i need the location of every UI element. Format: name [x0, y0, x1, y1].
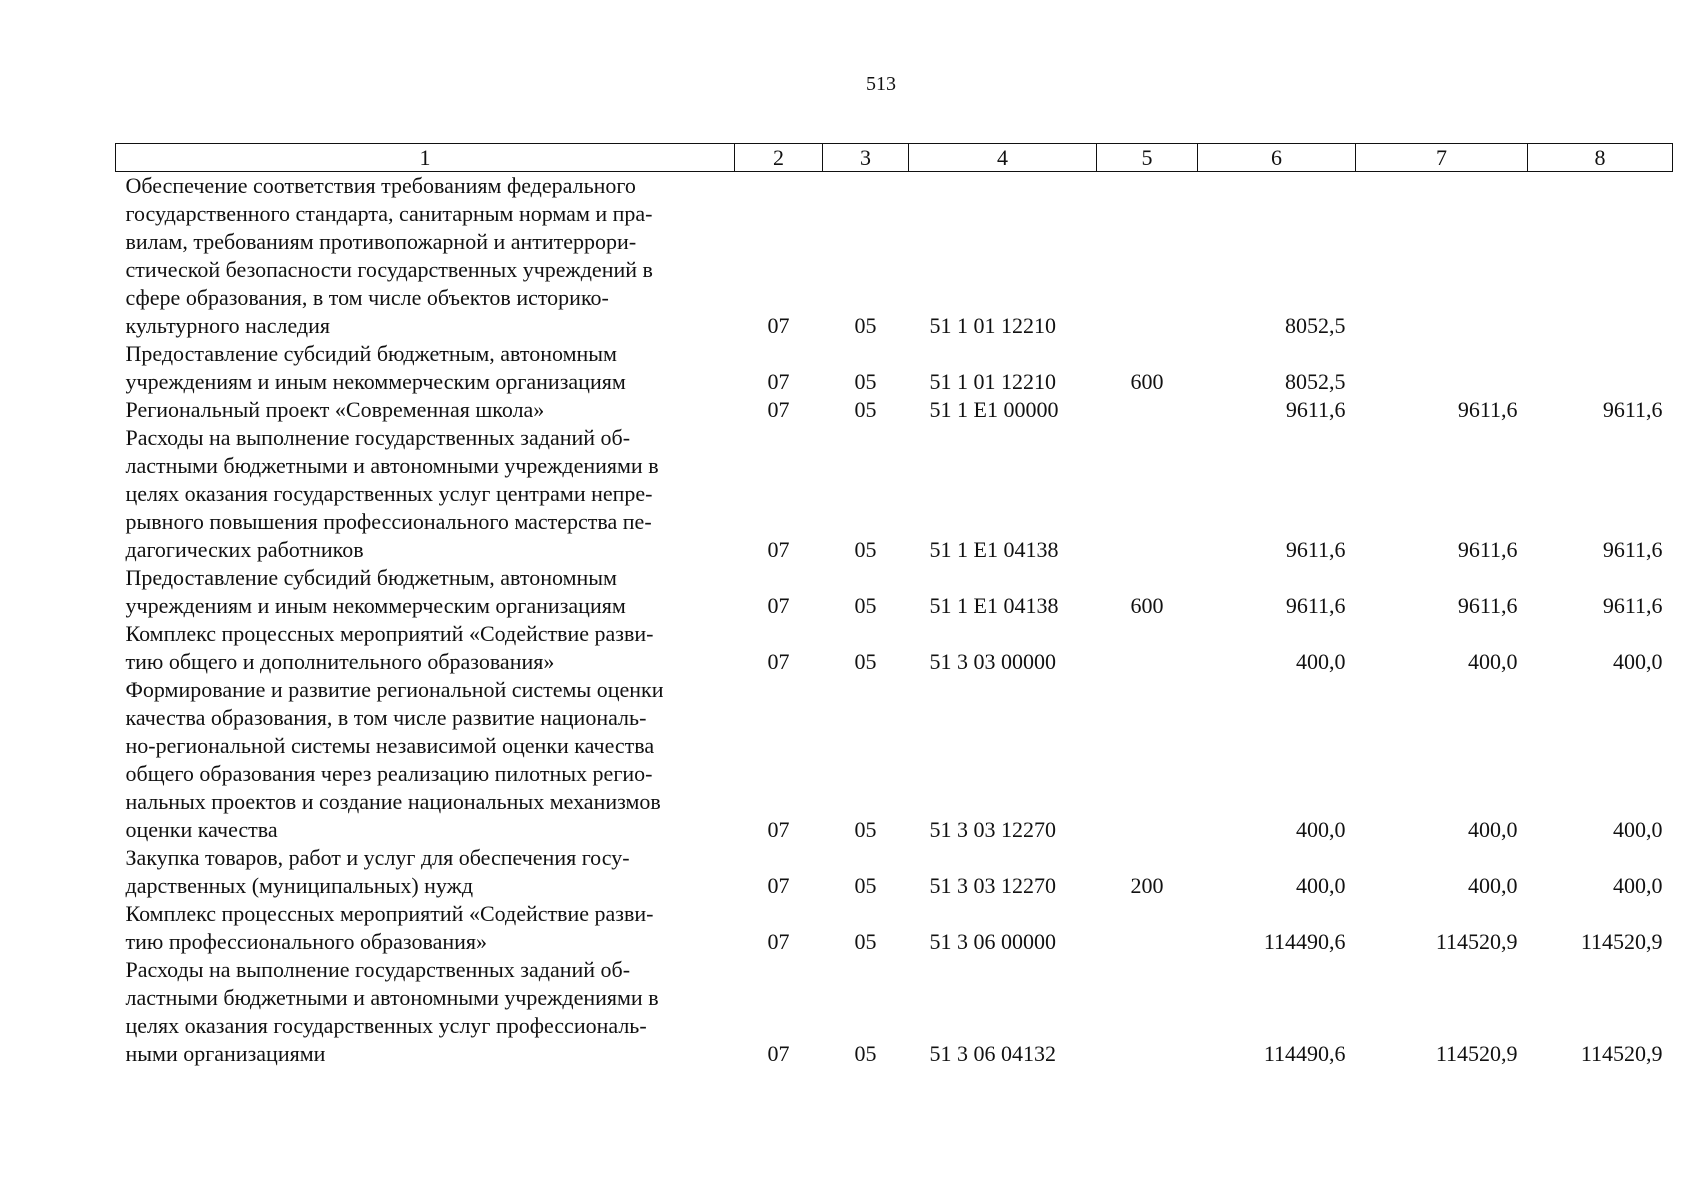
- amount-col-8: [1528, 340, 1673, 396]
- subsection-code: 05: [854, 537, 877, 562]
- row-name-line: дарственных (муниципальных) нужд: [125, 873, 474, 898]
- amount-col-7: 114520,9: [1435, 1041, 1518, 1066]
- column-number-5: 5: [1097, 144, 1198, 172]
- column-number-3: 3: [823, 144, 909, 172]
- amount-col-8: 9611,6: [1602, 593, 1663, 618]
- amount-col-7: 400,0: [1468, 817, 1518, 842]
- expense-type-code: 200: [1130, 873, 1164, 898]
- row-name-line: вилам, требованиям противопожарной и антитеррори-: [125, 229, 637, 254]
- table-row: [116, 956, 1673, 1068]
- amount-col-6: 9611,6: [1285, 397, 1346, 422]
- row-name-line: Расходы на выполнение государственных заданий об-: [125, 957, 631, 982]
- amount-col-8: 400,0: [1613, 873, 1663, 898]
- row-name-line: государственного стандарта, санитарным нормам и пра-: [125, 201, 653, 226]
- row-name-line: оценки качества: [125, 817, 278, 842]
- target-article-code: 51 3 03 12270: [929, 817, 1056, 842]
- row-name-line: рывного повышения профессионального мастерства пе-: [125, 509, 652, 534]
- row-name-line: целях оказания государственных услуг профессиональ-: [125, 1013, 647, 1038]
- expense-type-code: [1097, 172, 1198, 341]
- row-name: [116, 424, 735, 564]
- section-code: 07: [767, 369, 790, 394]
- subsection-code: 05: [854, 873, 877, 898]
- row-name: [116, 676, 735, 844]
- row-name-line: качества образования, в том числе развитие националь-: [125, 705, 647, 730]
- row-name-line: Обеспечение соответствия требованиям федерального: [125, 173, 636, 198]
- amount-col-8: 400,0: [1613, 817, 1663, 842]
- target-article-code: 51 1 E1 04138: [929, 593, 1059, 618]
- table-row: [116, 676, 1673, 844]
- row-name-line: ными организациями: [125, 1041, 326, 1066]
- row-name-line: Предоставление субсидий бюджетным, автономным: [125, 565, 617, 590]
- target-article-code: 51 3 06 04132: [929, 1041, 1056, 1066]
- subsection-code: 05: [854, 1041, 877, 1066]
- table-body: [116, 172, 1673, 1069]
- amount-col-6: 400,0: [1296, 649, 1346, 674]
- section-code: 07: [767, 1041, 790, 1066]
- column-number-row: [116, 144, 1673, 172]
- row-name-line: целях оказания государственных услуг центрами непре-: [125, 481, 653, 506]
- row-name-line: ластными бюджетными и автономными учреждениями в: [125, 985, 659, 1010]
- row-name-line: нальных проектов и создание национальных механизмов: [125, 789, 661, 814]
- amount-col-7: 400,0: [1468, 649, 1518, 674]
- expense-type-code: [1097, 956, 1198, 1068]
- amount-col-7: 400,0: [1468, 873, 1518, 898]
- subsection-code: 05: [854, 649, 877, 674]
- row-name-line: Комплекс процессных мероприятий «Содействие разви-: [125, 901, 654, 926]
- row-name-line: культурного наследия: [125, 313, 330, 338]
- amount-col-7: [1356, 172, 1528, 341]
- target-article-code: 51 3 03 12270: [929, 873, 1056, 898]
- subsection-code: 05: [854, 817, 877, 842]
- row-name-line: дагогических работников: [125, 537, 364, 562]
- amount-col-7: 9611,6: [1457, 537, 1518, 562]
- row-name-line: Комплекс процессных мероприятий «Содействие разви-: [125, 621, 654, 646]
- section-code: 07: [767, 817, 790, 842]
- subsection-code: 05: [854, 593, 877, 618]
- column-number-8: 8: [1528, 144, 1673, 172]
- target-article-code: 51 1 E1 00000: [929, 397, 1059, 422]
- row-name-line: Предоставление субсидий бюджетным, автономным: [125, 341, 617, 366]
- amount-col-7: [1356, 340, 1528, 396]
- amount-col-6: 9611,6: [1285, 537, 1346, 562]
- row-name-line: Формирование и развитие региональной системы оценки: [125, 677, 664, 702]
- section-code: 07: [767, 313, 790, 338]
- page-number: 513: [866, 73, 896, 95]
- section-code: 07: [767, 873, 790, 898]
- row-name-line: учреждениям и иным некоммерческим организациям: [125, 593, 626, 618]
- table-row: [116, 172, 1673, 341]
- column-number-4: 4: [909, 144, 1097, 172]
- amount-col-8: [1528, 172, 1673, 341]
- table-row: [116, 844, 1673, 900]
- row-name: [116, 396, 735, 424]
- row-name-line: но-региональной системы независимой оценки качества: [125, 733, 655, 758]
- row-name-line: сфере образования, в том числе объектов историко-: [125, 285, 609, 310]
- row-name-line: Расходы на выполнение государственных заданий об-: [125, 425, 631, 450]
- amount-col-7: 9611,6: [1457, 593, 1518, 618]
- target-article-code: 51 3 03 00000: [929, 649, 1056, 674]
- amount-col-6: 8052,5: [1285, 313, 1346, 338]
- row-name-line: учреждениям и иным некоммерческим организациям: [125, 369, 626, 394]
- row-name-line: ластными бюджетными и автономными учреждениями в: [125, 453, 659, 478]
- target-article-code: 51 3 06 00000: [929, 929, 1056, 954]
- expense-type-code: [1097, 620, 1198, 676]
- amount-col-8: 114520,9: [1580, 929, 1663, 954]
- amount-col-6: 114490,6: [1263, 929, 1346, 954]
- target-article-code: 51 1 01 12210: [929, 313, 1056, 338]
- section-code: 07: [767, 929, 790, 954]
- row-name-line: стической безопасности государственных учреждений в: [125, 257, 653, 282]
- column-number-2: 2: [735, 144, 823, 172]
- expense-type-code: [1097, 676, 1198, 844]
- subsection-code: 05: [854, 929, 877, 954]
- subsection-code: 05: [854, 397, 877, 422]
- target-article-code: 51 1 E1 04138: [929, 537, 1059, 562]
- amount-col-8: 9611,6: [1602, 397, 1663, 422]
- expense-type-code: 600: [1130, 593, 1164, 618]
- row-name: [116, 900, 735, 956]
- row-name-line: Закупка товаров, работ и услуг для обеспечения госу-: [125, 845, 630, 870]
- table-row: [116, 620, 1673, 676]
- amount-col-6: 400,0: [1296, 817, 1346, 842]
- table-row: [116, 396, 1673, 424]
- row-name-line: тию общего и дополнительного образования»: [125, 649, 555, 674]
- row-name: [116, 340, 735, 396]
- amount-col-6: 9611,6: [1285, 593, 1346, 618]
- column-number-6: 6: [1198, 144, 1356, 172]
- subsection-code: 05: [854, 313, 877, 338]
- amount-col-6: 114490,6: [1263, 1041, 1346, 1066]
- amount-col-6: 8052,5: [1285, 369, 1346, 394]
- amount-col-8: 400,0: [1613, 649, 1663, 674]
- row-name: [116, 564, 735, 620]
- column-number-7: 7: [1356, 144, 1528, 172]
- expense-type-code: [1097, 396, 1198, 424]
- amount-col-7: 114520,9: [1435, 929, 1518, 954]
- table-row: [116, 340, 1673, 396]
- subsection-code: 05: [854, 369, 877, 394]
- expense-type-code: [1097, 900, 1198, 956]
- target-article-code: 51 1 01 12210: [929, 369, 1056, 394]
- column-number-1: 1: [116, 144, 735, 172]
- amount-col-7: 9611,6: [1457, 397, 1518, 422]
- table-row: [116, 424, 1673, 564]
- row-name: [116, 620, 735, 676]
- row-name-line: общего образования через реализацию пилотных регио-: [125, 761, 653, 786]
- row-name: [116, 956, 735, 1068]
- amount-col-8: 114520,9: [1580, 1041, 1663, 1066]
- row-name-line: тию профессионального образования»: [125, 929, 488, 954]
- row-name: [116, 844, 735, 900]
- row-name-line: Региональный проект «Современная школа»: [125, 397, 545, 422]
- section-code: 07: [767, 537, 790, 562]
- table-row: [116, 564, 1673, 620]
- expense-type-code: [1097, 424, 1198, 564]
- expense-type-code: 600: [1130, 369, 1164, 394]
- section-code: 07: [767, 649, 790, 674]
- amount-col-6: 400,0: [1296, 873, 1346, 898]
- table-row: [116, 900, 1673, 956]
- row-name: [116, 172, 735, 341]
- amount-col-8: 9611,6: [1602, 537, 1663, 562]
- section-code: 07: [767, 593, 790, 618]
- section-code: 07: [767, 397, 790, 422]
- budget-table: [115, 143, 1673, 1068]
